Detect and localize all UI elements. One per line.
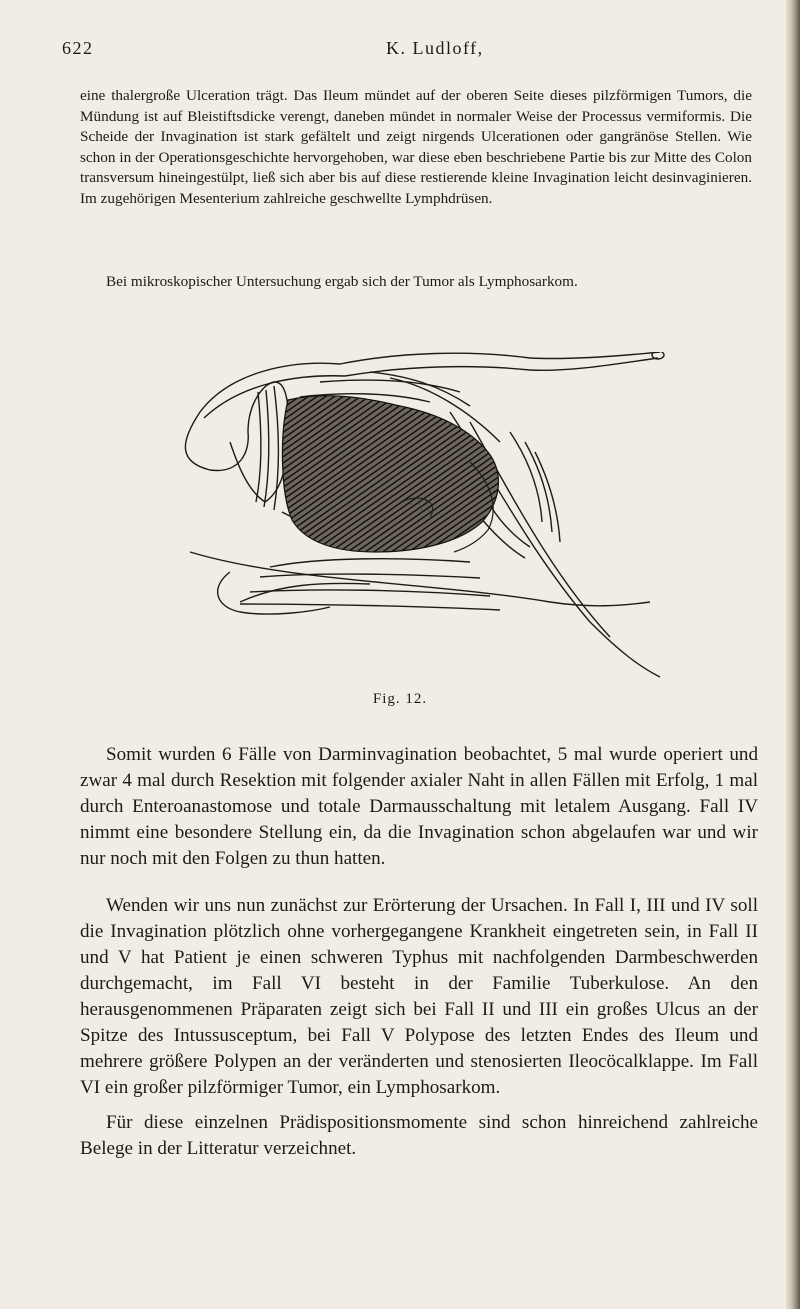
paragraph-microscopy: Bei mikroskopischer Untersuchung ergab sich der Tumor als Lymphosarkom.	[106, 273, 578, 290]
paragraph-case-summary: Somit wurden 6 Fälle von Darminvagination beobachtet, 5 mal wurde operiert und zwar 4 mal durch Resektion mit folgender axialer Naht in allen Fällen mit Erfolg, 1 mal durch Enteroanastomose und totale Darmausschaltung mit letalem Ausgang. Fall IV nimmt eine besondere Stellung ein, da die Invagination schon abgelaufen war und wir nur noch mit den Folgen zu thun hatten.	[80, 744, 758, 869]
figure-caption: Fig. 12.	[372, 691, 428, 707]
intussusception-drawing	[170, 352, 675, 680]
page-header	[62, 38, 752, 62]
paragraph-causes: Wenden wir uns nun zunächst zur Erörterung der Ursachen. In Fall I, III und IV soll die Invagination plötzlich ohne vorhergegangene Krankheit eingetreten sein, in Fall II und V hat Patient je einen schweren Typhus mit nachfolgenden Darmbeschwerden durchgemacht, im Fall VI besteht in der Familie Tuberkulose. An den herausgenommenen Präparaten zeigt sich bei Fall II und III ein großes Ulcus an der Spitze des Intussusceptum, bei Fall V Polypose des letzten Endes des Ileum und mehrere größere Polypen an der veränderten und stenosierten Ileocöcalklappe. Im Fall VI ein großer pilzförmiger Tumor, ein Lymphosarkom.	[80, 895, 758, 1098]
page-edge-shadow	[786, 0, 800, 1309]
paragraph-specimen-description: eine thalergroße Ulceration trägt. Das Ileum mündet auf der oberen Seite dieses pilzförmigen Tumors, die Mündung ist auf Bleistiftsdicke verengt, daneben mündet in normaler Weise der Processus vermiformis. Die Scheide der Invagination ist stark gefältelt und zeigt nirgends Ulcerationen oder gangränöse Stellen. Wie schon in der Operationsgeschichte hervorgehoben, war diese eben beschriebene Partie bis zur Mitte des Colon transversum hineingestülpt, ließ sich aber bis auf diese restierende kleine Invagination leicht desinvaginieren. Im zugehörigen Mesenterium zahlreiche geschwellte Lymphdrüsen.	[80, 87, 752, 207]
figure-illustration	[170, 352, 675, 680]
page-number: 622	[62, 38, 94, 58]
paragraph-predisposition: Für diese einzelnen Prädispositionsmomente sind schon hinreichend zahlreiche Belege in der Litteratur verzeichnet.	[80, 1112, 758, 1159]
running-head: K. Ludloff,	[386, 38, 484, 58]
